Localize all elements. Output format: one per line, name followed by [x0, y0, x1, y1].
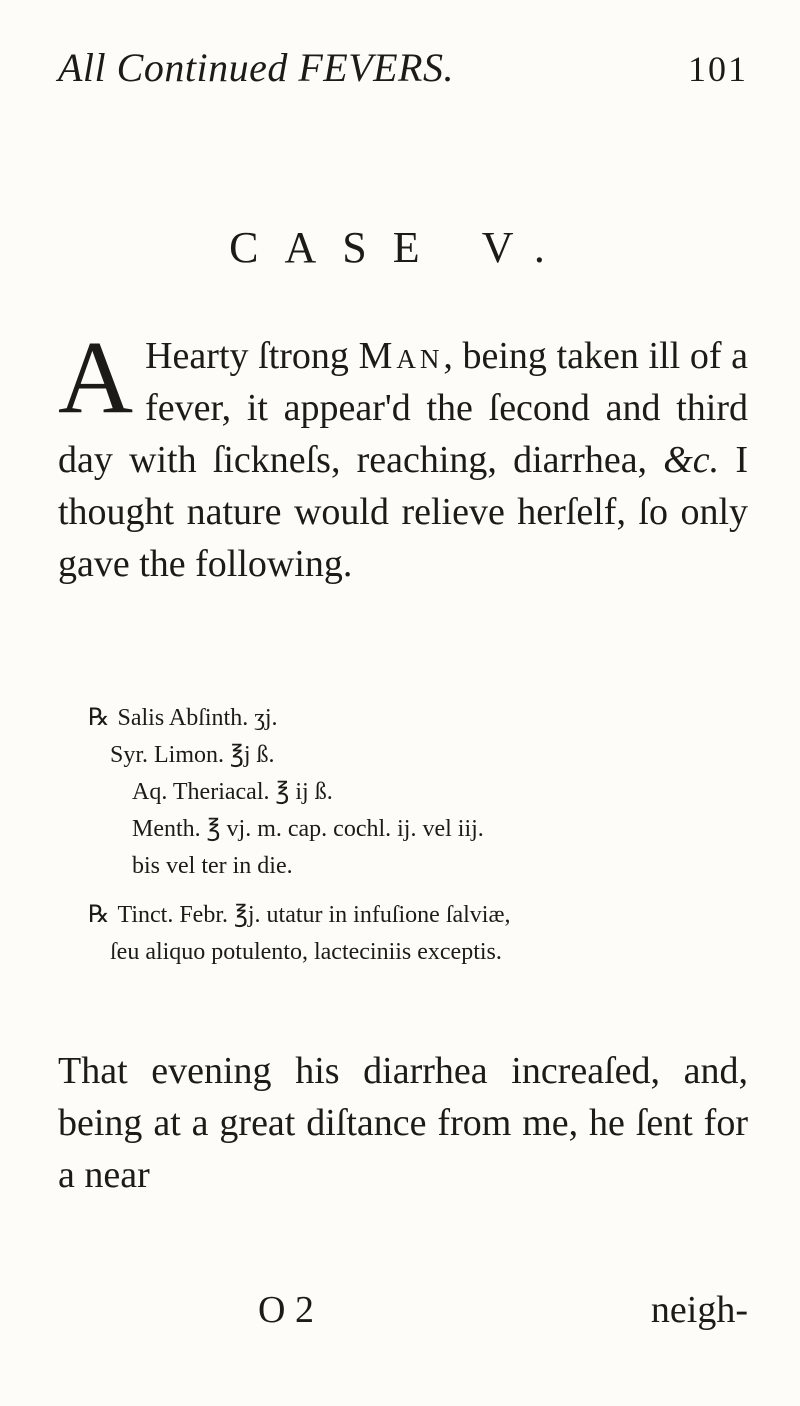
recipe-symbol: ℞ [88, 705, 110, 731]
prescription-first [88, 700, 750, 885]
page-footer [58, 1288, 748, 1344]
prescription-line: Syr. Limon. ℥j ß. [110, 742, 275, 768]
prescription-line: ℞ Salis Abſinth. ʒj. [88, 705, 278, 731]
paragraph-evening: That evening his diarrhea increaſed, and, being at a great diſtance from me, he ſent for a near [58, 1050, 748, 1196]
prescription-line: ℞ Tinct. Febr. ℥j. utatur in infuſione ſalviæ, [88, 902, 511, 928]
prescription-line: ſeu aliquo potulento, lacteciniis exceptis. [110, 939, 502, 965]
prescription-line: Menth. ℥ vj. m. cap. cochl. ij. vel iij. [132, 816, 484, 842]
page-number: 101 [688, 49, 748, 89]
prescription-line: bis vel ter in die. [132, 853, 293, 879]
paragraph-text: I thought nature would relieve herſelf, ſo only gave the following. [58, 439, 748, 585]
page-header [58, 44, 748, 104]
signature-mark: O 2 [258, 1289, 314, 1331]
prescription-second [88, 897, 750, 971]
paragraph-case-description [58, 320, 748, 590]
paragraph-text-man: Man [358, 335, 444, 377]
paragraph-text: Hearty ſtrong [145, 335, 359, 377]
paragraph-text-etc: &c. [663, 439, 720, 481]
drop-cap: A [58, 320, 134, 435]
paragraph-text: , being taken ill of a fever, it appear'd the ſecond and third day with ſickneſs, reaching, diarrhea, [58, 335, 748, 481]
catchword: neigh- [650, 1289, 748, 1331]
running-title: All Continued FEVERS. [58, 45, 454, 90]
prescription-line: Aq. Theriacal. ℥ ij ß. [132, 779, 333, 805]
recipe-symbol: ℞ [88, 902, 110, 928]
case-heading: CASE V. [229, 223, 571, 272]
